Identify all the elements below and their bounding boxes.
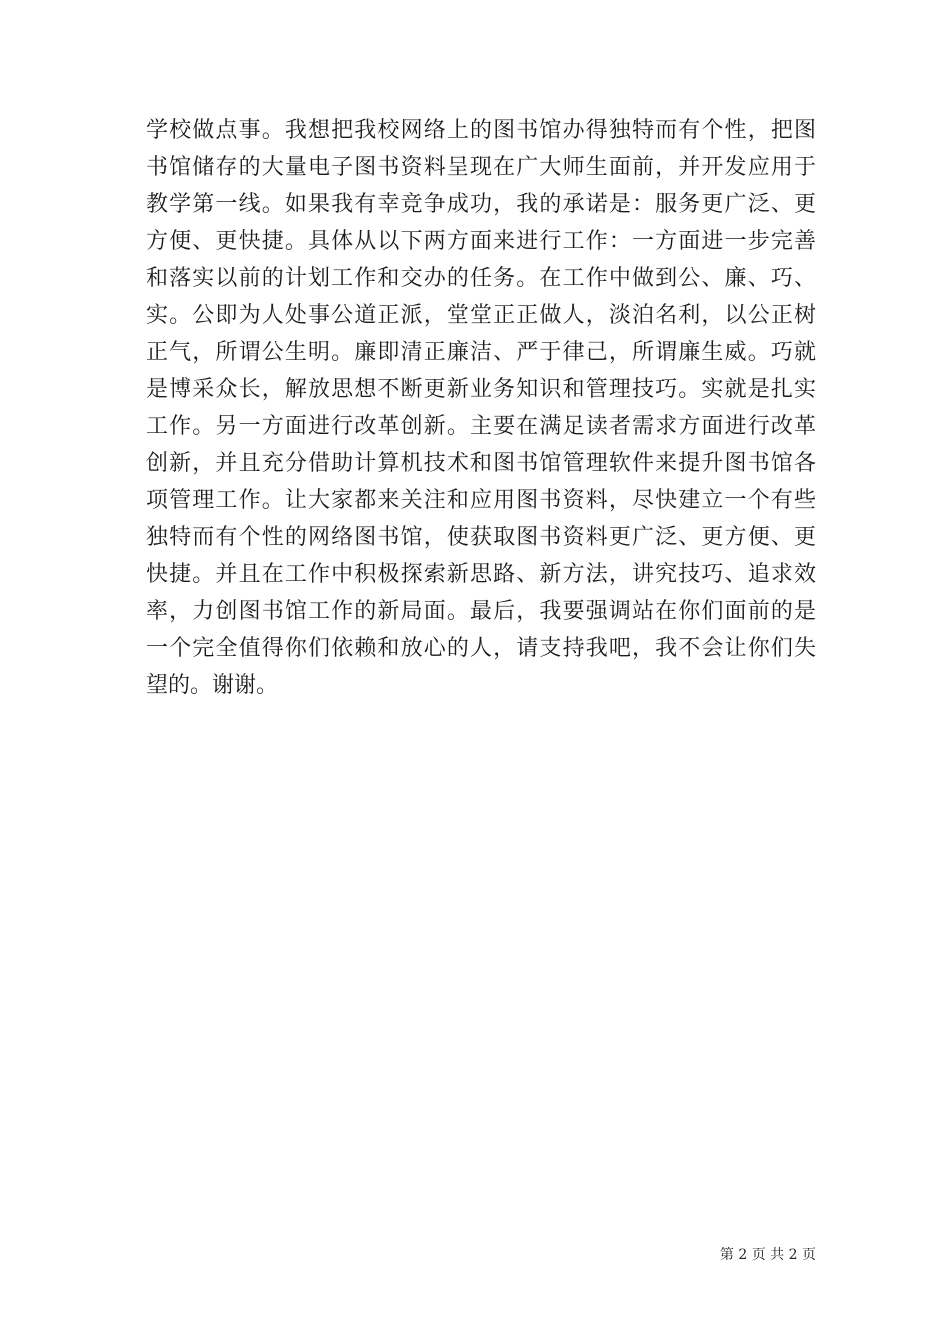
paragraph-line: 实。公即为人处事公道正派，堂堂正正做人，淡泊名利，以公正树	[146, 303, 816, 328]
paragraph-line: 和落实以前的计划工作和交办的任务。在工作中做到公、廉、巧、	[146, 266, 816, 291]
paragraph-line: 教学第一线。如果我有幸竞争成功，我的承诺是：服务更广泛、更	[146, 192, 816, 217]
paragraph-line: 方便、更快捷。具体从以下两方面来进行工作：一方面进一步完善	[146, 229, 816, 254]
paragraph-line: 望的。谢谢。	[146, 673, 279, 698]
paragraph-line: 创新，并且充分借助计算机技术和图书馆管理软件来提升图书馆各	[146, 451, 816, 476]
paragraph-line: 工作。另一方面进行改革创新。主要在满足读者需求方面进行改革	[146, 414, 816, 439]
paragraph-line: 书馆储存的大量电子图书资料呈现在广大师生面前，并开发应用于	[146, 155, 816, 180]
paragraph-line: 一个完全值得你们依赖和放心的人，请支持我吧，我不会让你们失	[146, 636, 816, 661]
paragraph-line: 率，力创图书馆工作的新局面。最后，我要强调站在你们面前的是	[146, 599, 816, 624]
body-paragraph	[146, 112, 816, 704]
paragraph-line: 学校做点事。我想把我校网络上的图书馆办得独特而有个性，把图	[146, 118, 816, 143]
paragraph-line: 快捷。并且在工作中积极探索新思路、新方法，讲究技巧、追求效	[146, 562, 816, 587]
paragraph-line: 是博采众长，解放思想不断更新业务知识和管理技巧。实就是扎实	[146, 377, 816, 402]
paragraph-line: 独特而有个性的网络图书馆，使获取图书资料更广泛、更方便、更	[146, 525, 816, 550]
paragraph-line: 正气，所谓公生明。廉即清正廉洁、严于律己，所谓廉生威。巧就	[146, 340, 816, 365]
page-number-footer: 第 2 页 共 2 页	[719, 1247, 816, 1263]
paragraph-line: 项管理工作。让大家都来关注和应用图书资料，尽快建立一个有些	[146, 488, 816, 513]
